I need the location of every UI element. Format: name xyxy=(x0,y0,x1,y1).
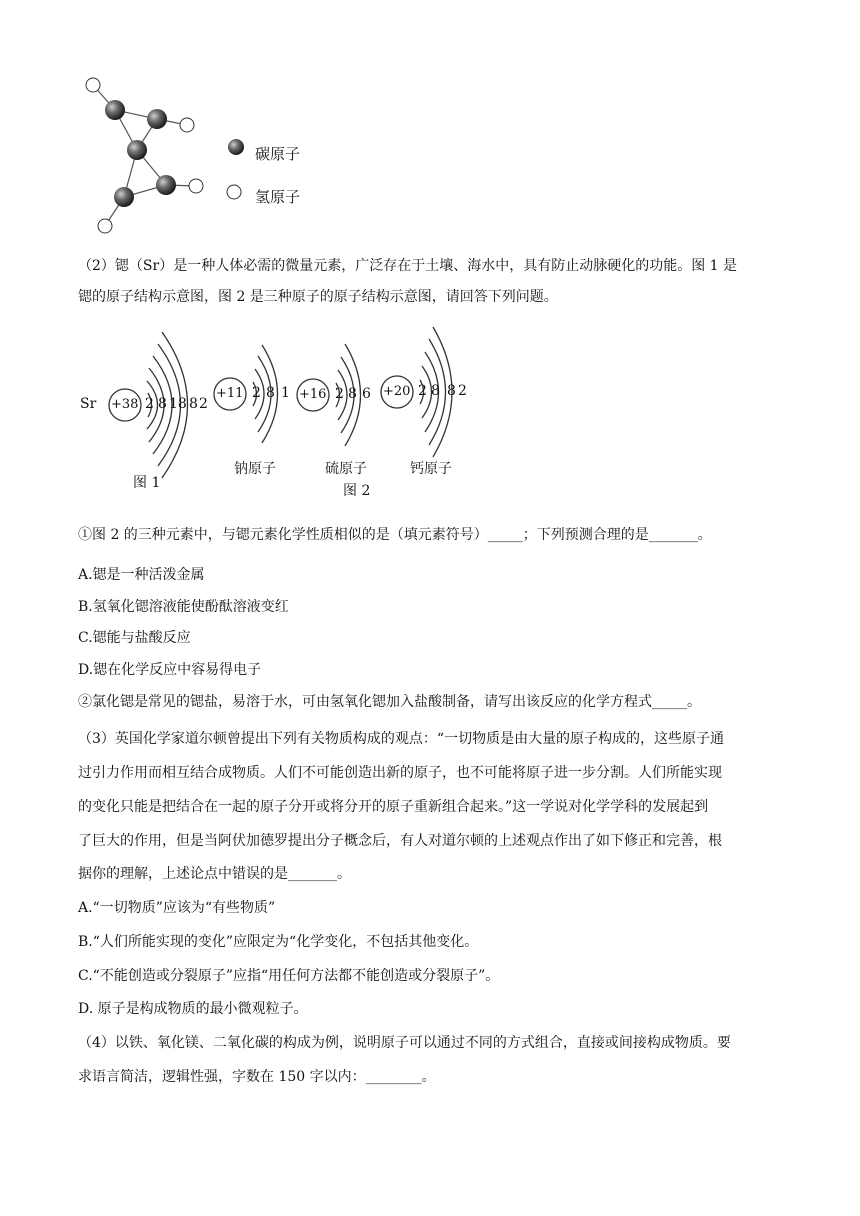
q3-text-line: 过引力作用而相互结合成物质。人们不可能创造出新的原子，也不可能将原子进一步分割。人们所能实现 xyxy=(78,765,722,781)
q3-text-line: 了巨大的作用，但是当阿伏加德罗提出分子概念后，有人对道尔顿的上述观点作出了如下修正和完善，根 xyxy=(78,833,722,849)
s-caption: 硫原子 xyxy=(325,461,367,477)
q2-option-c: C.锶能与盐酸反应 xyxy=(78,630,191,646)
carbon-legend-label: 碳原子 xyxy=(255,145,301,163)
sr-shell-5: 2 xyxy=(199,396,208,412)
fig2-caption: 图 2 xyxy=(343,483,371,499)
q2-sub1: ①图 2 的三种元素中，与锶元素化学性质相似的是（填元素符号）_____；下列预测合理的是_______。 xyxy=(78,527,712,543)
na-shell-3: 1 xyxy=(281,385,290,401)
sr-symbol: Sr xyxy=(80,396,97,412)
q2-text-line: 锶的原子结构示意图，图 2 是三种原子的原子结构示意图，请回答下列问题。 xyxy=(78,289,558,305)
na-nucleus-label: +11 xyxy=(216,386,244,401)
na-shell-2: 8 xyxy=(266,385,275,401)
sr-shell-2: 8 xyxy=(158,396,167,412)
sr-shell-3: 18 xyxy=(169,396,187,412)
sr-shell-1: 2 xyxy=(145,396,154,412)
ca-shell-3: 8 xyxy=(447,383,456,399)
q2-option-b: B.氢氧化锶溶液能使酚酞溶液变红 xyxy=(78,599,289,615)
q3-text-line: 据你的理解，上述论点中错误的是_______。 xyxy=(78,866,351,882)
s-shell-1: 2 xyxy=(335,386,344,402)
atomic-structure-diagram xyxy=(0,0,860,520)
q3-option-d: D. 原子是构成物质的最小微观粒子。 xyxy=(78,1001,308,1017)
s-shell-3: 6 xyxy=(362,386,371,402)
q3-text-line: （3）英国化学家道尔顿曾提出下列有关物质构成的观点：“一切物质是由大量的原子构成的，这些原子通 xyxy=(78,731,725,747)
ca-shell-2: 8 xyxy=(431,383,440,399)
na-caption: 钠原子 xyxy=(234,461,276,477)
hydrogen-legend-label: 氢原子 xyxy=(255,188,301,206)
na-shell-1: 2 xyxy=(252,385,261,401)
q2-text-line: （2）锶（Sr）是一种人体必需的微量元素，广泛存在于土壤、海水中，具有防止动脉硬化的功能。图 1 是 xyxy=(78,258,737,274)
ca-shell-4: 2 xyxy=(458,383,467,399)
fig1-caption: 图 1 xyxy=(133,475,161,491)
q2-option-a: A.锶是一种活泼金属 xyxy=(78,567,205,583)
s-shell-2: 8 xyxy=(348,386,357,402)
q4-text-line: （4）以铁、氧化镁、二氧化碳的构成为例，说明原子可以通过不同的方式组合，直接或间接构成物质。要 xyxy=(78,1035,731,1051)
ca-caption: 钙原子 xyxy=(410,461,452,477)
q3-option-c: C.“不能创造或分裂原子”应指“用任何方法都不能创造或分裂原子”。 xyxy=(78,968,500,984)
q2-sub2: ②氯化锶是常见的锶盐，易溶于水，可由氢氧化锶加入盐酸制备，请写出该反应的化学方程式_____。 xyxy=(78,694,701,710)
q3-option-a: A.“一切物质”应该为“有些物质” xyxy=(78,900,276,916)
q2-option-d: D.锶在化学反应中容易得电子 xyxy=(78,662,262,678)
sr-nucleus-label: +38 xyxy=(111,397,139,412)
ca-nucleus-label: +20 xyxy=(383,384,411,399)
q3-option-b: B.“人们所能实现的变化”应限定为“化学变化，不包括其他变化。 xyxy=(78,934,479,950)
ca-shell-1: 2 xyxy=(418,383,427,399)
q4-text-line: 求语言简洁，逻辑性强，字数在 150 字以内：________。 xyxy=(78,1069,436,1085)
s-nucleus-label: +16 xyxy=(299,387,327,402)
q3-text-line: 的变化只能是把结合在一起的原子分开或将分开的原子重新组合起来。”这一学说对化学学科的发展起到 xyxy=(78,799,709,815)
sr-shell-4: 8 xyxy=(189,396,198,412)
